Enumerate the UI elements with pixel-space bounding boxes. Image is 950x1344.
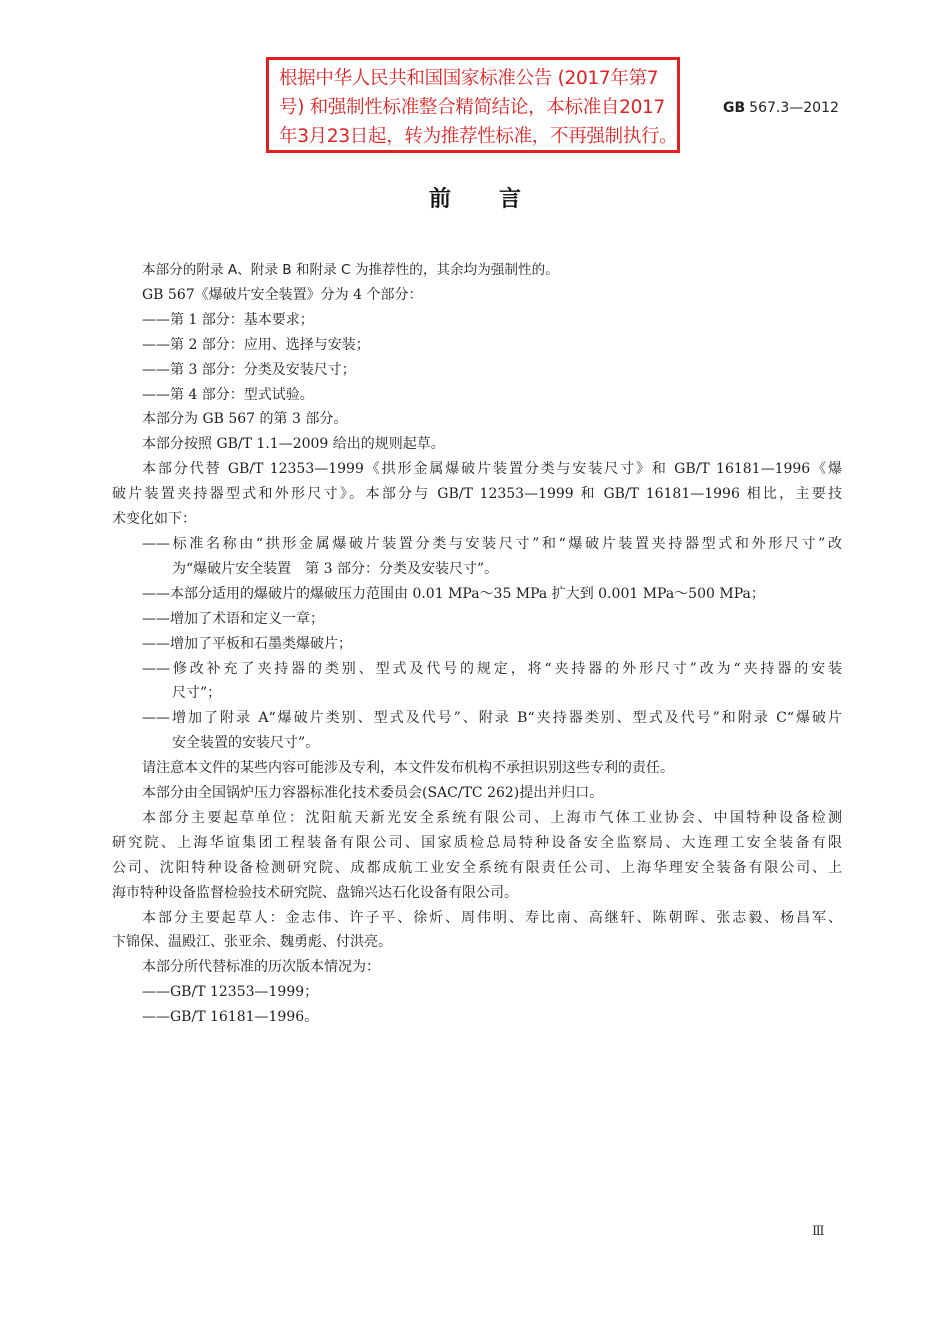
compulsory-to-recommended-notice [266,57,680,153]
change-line: ——修改补充了夹持器的类别、型式及代号的规定，将“夹持器的外形尺寸”改为“夹持器的安装 [142,660,842,677]
part-item: ——第 2 部分：应用、选择与安装； [142,336,370,353]
change-line: ——标准名称由“拱形金属爆破片装置分类与安装尺寸”和“爆破片装置夹持器型式和外形尺寸”改 [142,535,842,552]
change-item [142,532,842,582]
paragraph-line: 研究院、上海华谊集团工程装备有限公司、国家质检总局特种设备安全监察局、大连理工安全装备有限 [112,834,842,851]
change-item [142,607,842,632]
change-line: ——增加了术语和定义一章； [142,610,324,627]
paragraph-line: 本部分主要起草人：金志伟、许子平、徐炘、周伟明、寿比南、高继轩、陈朝晖、张志毅、杨昌军、 [142,909,842,926]
part-item: ——第 1 部分：基本要求； [142,311,314,328]
change-line: ——增加了平板和石墨类爆破片； [142,635,352,652]
page-number: Ⅲ [812,1224,825,1239]
paragraph-line: 本部分主要起草单位：沈阳航天新光安全系统有限公司、上海市气体工业协会、中国特种设备检测 [142,809,842,826]
drafting-units-paragraph [112,806,842,906]
change-line: ——本部分适用的爆破片的爆破压力范围由 0.01 MPa～35 MPa 扩大到 0.001 MPa～500 MPa； [142,585,765,602]
notice-line: 根据中华人民共和国国家标准公告 (2017年第7 [279,68,659,89]
standard-prefix: GB [723,100,746,116]
paragraph-line: 破片装置夹持器型式和外形尺寸》。本部分与 GB/T 12353—1999 和 GB/T 16181—1996 相比，主要技 [112,486,842,503]
history-item: ——GB/T 16181—1996。 [142,1009,319,1026]
change-line: 安全装置的安装尺寸”。 [172,735,320,752]
notice-line: 年3月23日起，转为推荐性标准，不再强制执行。 [279,126,678,147]
history-intro: 本部分所代替标准的历次版本情况为： [142,959,380,976]
history-item: ——GB/T 12353—1999； [142,984,319,1001]
change-item [142,657,842,707]
part-statement: 本部分为 GB 567 的第 3 部分。 [142,411,348,428]
change-item [142,582,842,607]
parts-intro: GB 567《爆破片安全装置》分为 4 个部分： [142,286,423,303]
proposer-statement: 本部分由全国锅炉压力容器标准化技术委员会(SAC/TC 262)提出并归口。 [142,785,604,802]
paragraph-line: 术变化如下： [112,511,196,528]
standard-code: 567.3—2012 [749,100,839,116]
paragraph-line: 海市特种设备监督检验技术研究院、盘锦兴达石化设备有限公司。 [112,884,518,901]
replacement-paragraph [112,457,842,532]
paragraph-line: 公司、沈阳特种设备检测研究院、成都成航工业安全系统有限责任公司、上海华理安全装备有限公司、上 [112,859,842,876]
change-line: 尺寸”； [172,685,222,702]
foreword-body [112,258,842,1030]
drafting-rules: 本部分按照 GB/T 1.1—2009 给出的规则起草。 [142,436,445,453]
standard-number [723,100,839,116]
change-item [142,706,842,756]
notice-line: 号) 和强制性标准整合精简结论，本标准自2017 [279,97,665,118]
paragraph-line: 本部分代替 GB/T 12353—1999《拱形金属爆破片装置分类与安装尺寸》和 GB/T 16181—1996《爆 [142,461,842,478]
annex-statement: 本部分的附录 A、附录 B 和附录 C 为推荐性的，其余均为强制性的。 [142,262,559,278]
change-line: 为“爆破片安全装置 第 3 部分：分类及安装尺寸”。 [172,560,499,577]
drafters-paragraph [112,906,842,956]
part-item: ——第 4 部分：型式试验。 [142,386,314,403]
change-line: ——增加了附录 A“爆破片类别、型式及代号”、附录 B“夹持器类别、型式及代号”和附录 C“爆破片 [142,710,842,727]
paragraph-line: 卞锦保、温殿江、张亚余、魏勇彪、付洪亮。 [112,934,392,951]
part-item: ——第 3 部分：分类及安装尺寸； [142,361,356,378]
patent-notice: 请注意本文件的某些内容可能涉及专利，本文件发布机构不承担识别这些专利的责任。 [142,760,674,777]
page-title: 前言 [428,187,569,212]
change-item [142,632,842,657]
change-list [142,532,842,756]
